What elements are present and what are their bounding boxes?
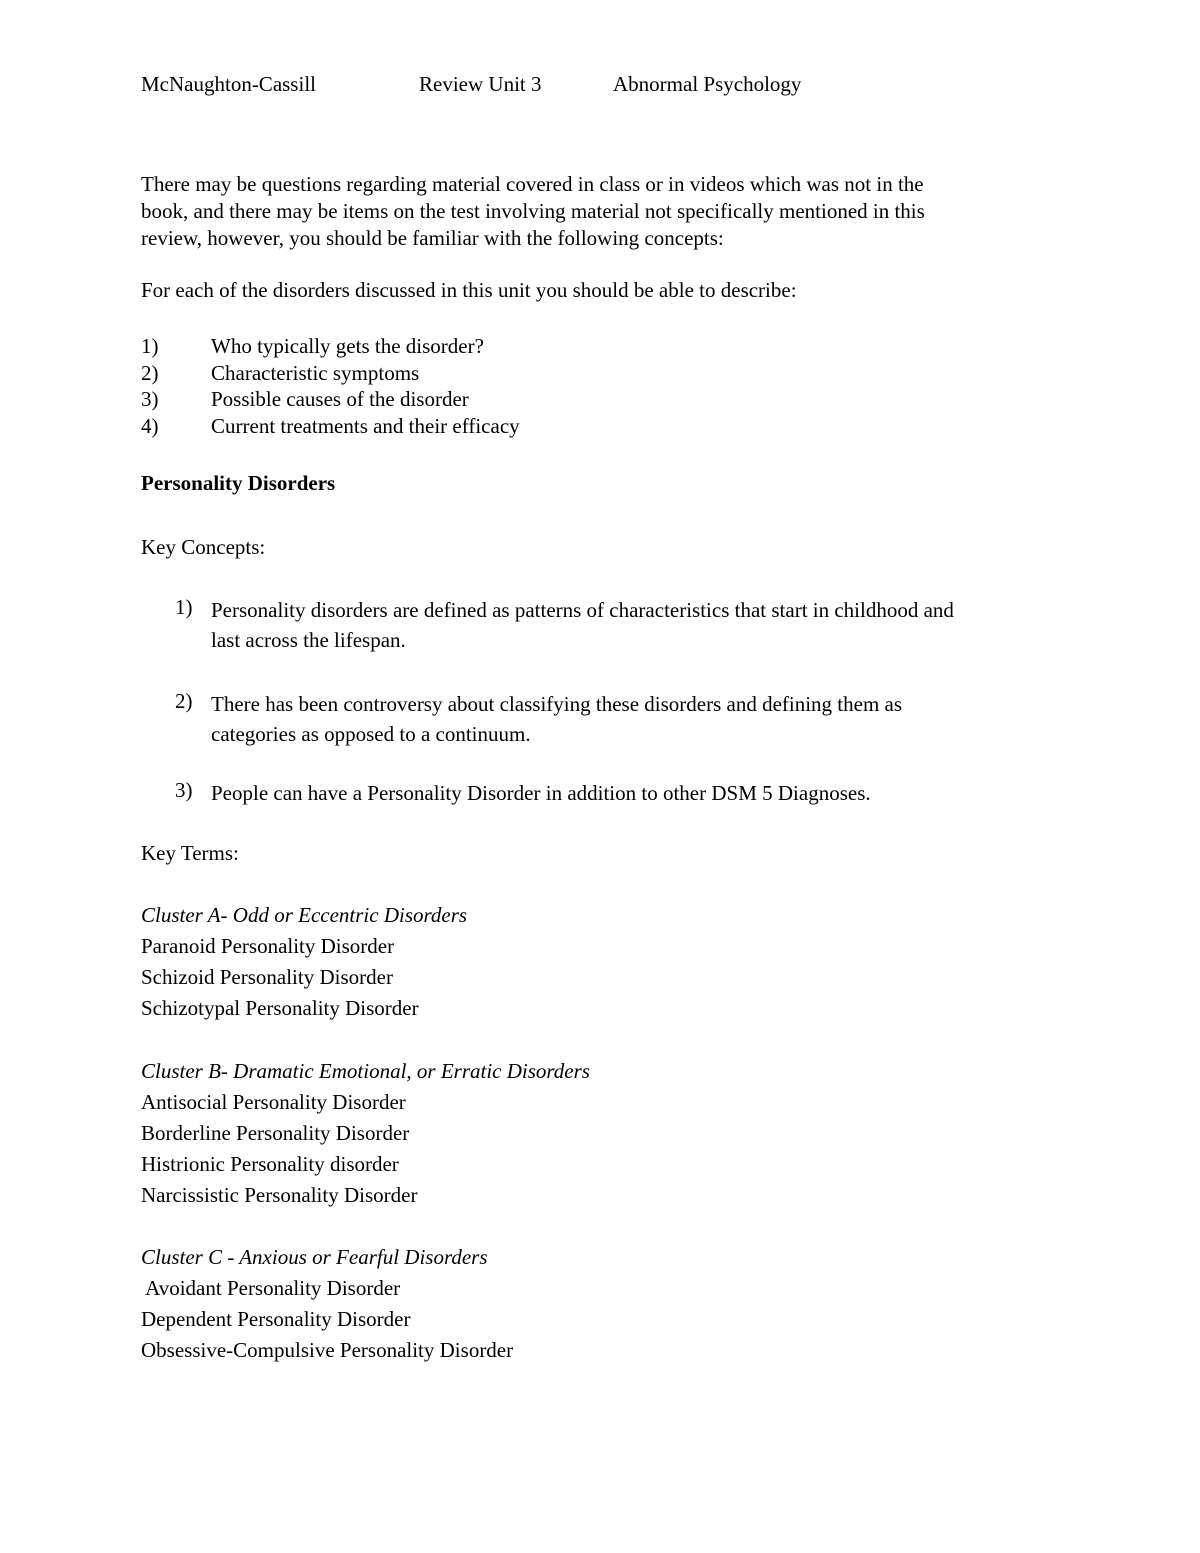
list-item xyxy=(141,386,841,413)
list-number: 4) xyxy=(141,414,159,439)
list-text: Current treatments and their efficacy xyxy=(211,414,520,439)
cluster-title: Cluster A- Odd or Eccentric Disorders xyxy=(141,903,468,927)
cluster-term: Paranoid Personality Disorder xyxy=(141,934,395,958)
intro-line: book, and there may be items on the test involving material not specifically mentioned in this xyxy=(141,199,925,223)
section-title: Personality Disorders xyxy=(141,471,336,495)
cluster-term: Obsessive-Compulsive Personality Disorder xyxy=(141,1338,514,1362)
header-course: Abnormal Psychology xyxy=(613,72,802,96)
cluster-term: Schizoid Personality Disorder xyxy=(141,965,393,989)
list-number: 1) xyxy=(141,334,159,358)
cluster-b xyxy=(141,1056,590,1211)
cluster-term: Histrionic Personality disorder xyxy=(141,1152,399,1176)
cluster-term: Schizotypal Personality Disorder xyxy=(141,996,419,1020)
cluster-term: Avoidant Personality Disorder xyxy=(141,1276,401,1300)
cluster-term: Antisocial Personality Disorder xyxy=(141,1090,406,1114)
list-text: Who typically gets the disorder? xyxy=(211,334,484,358)
cluster-term: Dependent Personality Disorder xyxy=(141,1307,411,1331)
concept-line: categories as opposed to a continuum. xyxy=(211,722,531,746)
cluster-title: Cluster C - Anxious or Fearful Disorders xyxy=(141,1245,488,1269)
cluster-a xyxy=(141,900,467,1024)
concept-number: 1) xyxy=(175,595,193,619)
describe-prompt: For each of the disorders discussed in this unit you should be able to describe: xyxy=(141,278,797,302)
list-item xyxy=(141,333,841,360)
header-review-unit: Review Unit 3 xyxy=(419,72,542,96)
list-text: Possible causes of the disorder xyxy=(211,387,469,412)
key-concepts-label: Key Concepts: xyxy=(141,535,266,559)
intro-paragraph xyxy=(141,171,1041,252)
list-item xyxy=(141,360,841,387)
intro-line: review, however, you should be familiar with the following concepts: xyxy=(141,226,724,250)
list-number: 3) xyxy=(141,387,159,412)
intro-line: There may be questions regarding material covered in class or in videos which was not in the xyxy=(141,172,924,196)
concept-number: 2) xyxy=(175,689,193,713)
describe-list xyxy=(141,333,841,440)
cluster-title: Cluster B- Dramatic Emotional, or Erratic Disorders xyxy=(141,1059,590,1083)
concept-line: Personality disorders are defined as patterns of characteristics that start in childhood and xyxy=(211,598,954,622)
concept-line: There has been controversy about classifying these disorders and defining them as xyxy=(211,692,903,716)
list-item xyxy=(141,413,841,440)
cluster-term: Borderline Personality Disorder xyxy=(141,1121,410,1145)
cluster-c xyxy=(141,1242,513,1366)
cluster-term: Narcissistic Personality Disorder xyxy=(141,1183,418,1207)
key-terms-label: Key Terms: xyxy=(141,841,239,865)
concept-line: last across the lifespan. xyxy=(211,628,406,652)
concept-number: 3) xyxy=(175,778,193,802)
header-author: McNaughton-Cassill xyxy=(141,72,316,96)
list-number: 2) xyxy=(141,360,159,385)
list-text: Characteristic symptoms xyxy=(211,360,420,385)
concept-line: People can have a Personality Disorder in addition to other DSM 5 Diagnoses. xyxy=(211,781,871,805)
